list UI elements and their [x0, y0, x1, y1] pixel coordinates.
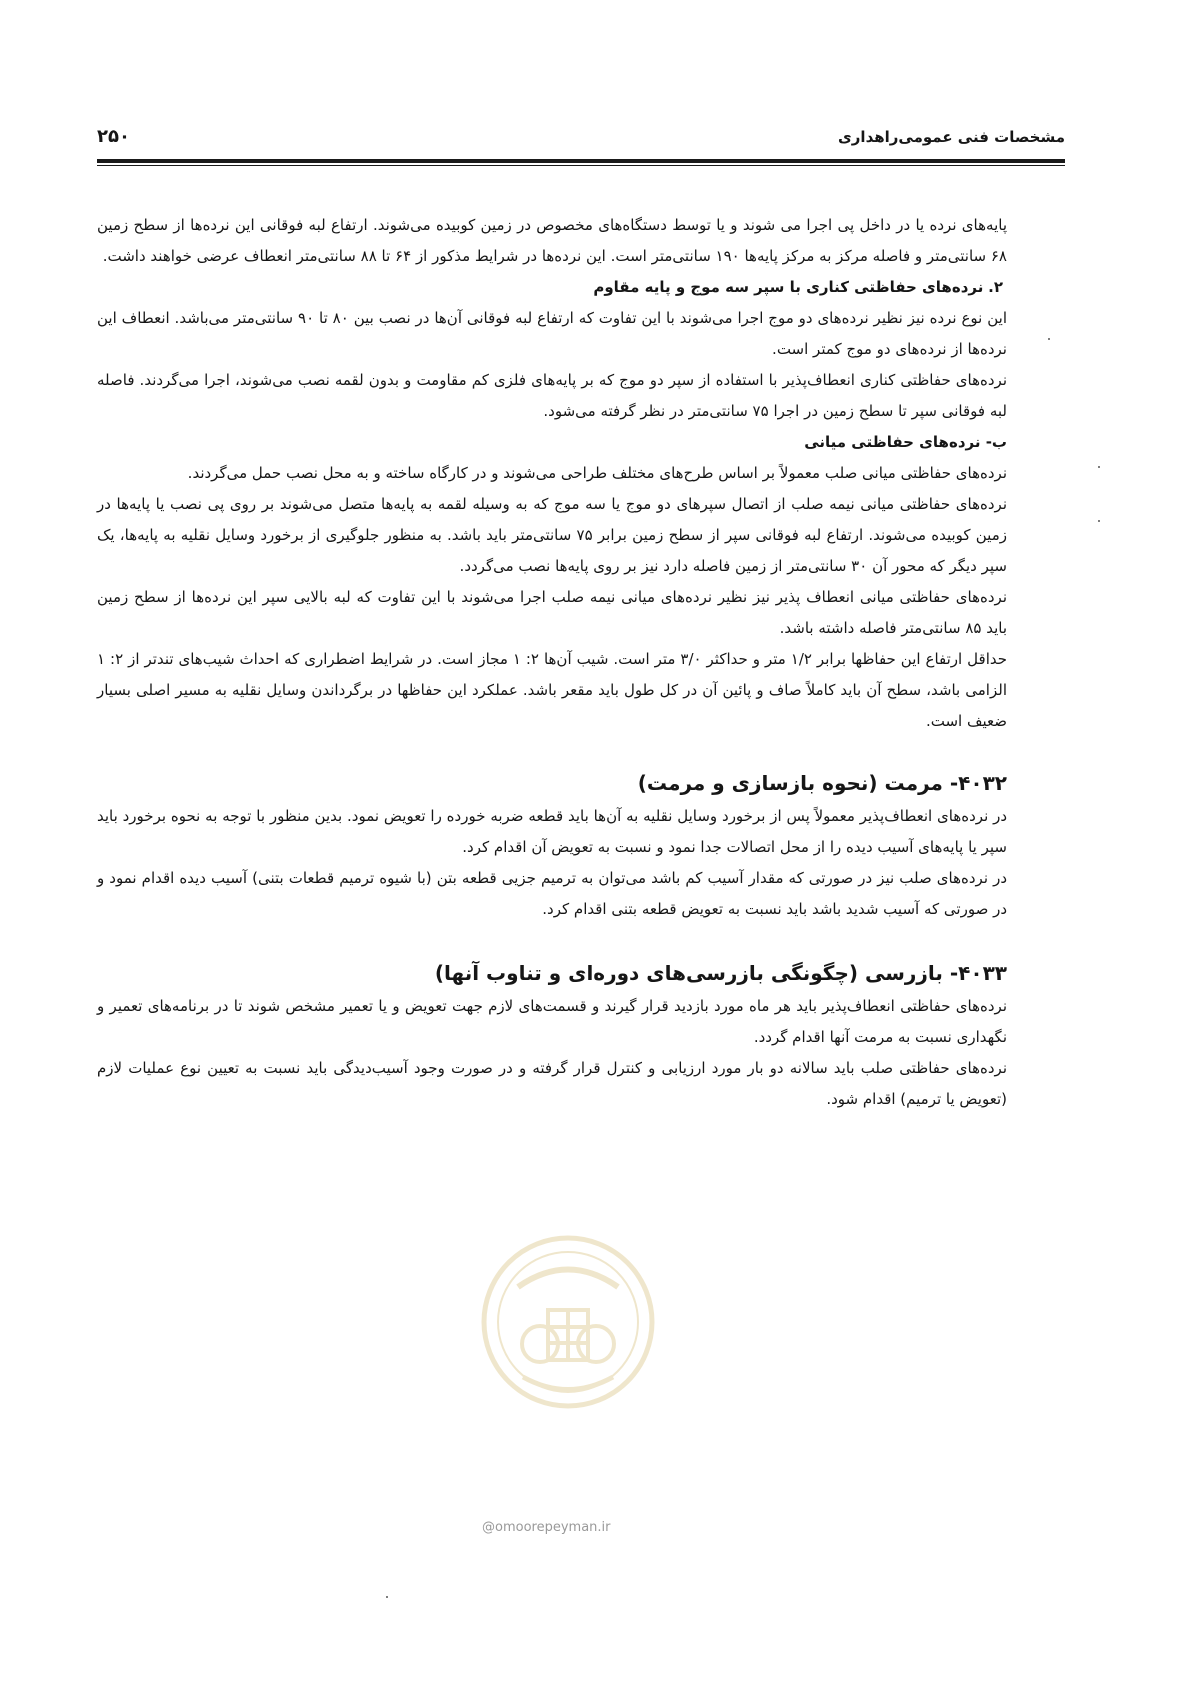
document-body: [97, 210, 1007, 1115]
seal-logo-icon: [478, 1232, 658, 1412]
paragraph: نرده‌های حفاظتی میانی نیمه صلب از اتصال سپرهای دو موج یا سه موج که به وسیله لقمه به پایه‌ها متصل می‌شوند بر روی پی نصب یا پایه‌ها در زمین کوبیده می‌شوند. ارتفاع لبه فوقانی سپر از سطح زمین برابر ۷۵ سانتی‌متر باید باشد. به منظور جلوگیری از برخورد وسایل نقلیه به پایه‌ها، یک سپر دیگر که محور آن ۳۰ سانتی‌متر از زمین فاصله دارد نیز بر روی پایه‌ها نصب می‌گردد.: [97, 495, 1007, 575]
paragraph: در نرده‌های انعطاف‌پذیر معمولاً پس از برخورد وسایل نقلیه به آن‌ها باید قطعه ضربه خورده را تعویض نمود. بدین منظور با توجه به نحوه برخورد باید سپر یا پایه‌های آسیب دیده را از محل اتصالات جدا نمود و نسبت به تعویض آن اقدام کرد.: [97, 807, 1007, 856]
scan-speck: [1098, 520, 1100, 522]
watermark-url: @omoorepeyman.ir: [482, 1520, 611, 1535]
header-rule-thin: [97, 165, 1065, 166]
scan-speck: [1098, 466, 1100, 468]
scan-speck: [1048, 338, 1050, 340]
paragraph: نرده‌های حفاظتی کناری انعطاف‌پذیر با استفاده از سپر دو موج که بر پایه‌های فلزی کم مقاومت و بدون لقمه نصب می‌شوند، اجرا می‌گردند. فاصله لبه فوقانی سپر تا سطح زمین در اجرا ۷۵ سانتی‌متر در نظر گرفته می‌شود.: [97, 371, 1007, 420]
scan-speck: [386, 1596, 388, 1598]
paragraph: نرده‌های حفاظتی میانی انعطاف پذیر نیز نظیر نرده‌های میانی نیمه صلب اجرا می‌شوند با این تفاوت که لبه بالایی سپر این نرده‌ها از سطح زمین باید ۸۵ سانتی‌متر فاصله داشته باشد.: [97, 588, 1007, 637]
heading-number: ۲.: [988, 278, 1003, 296]
paragraph: نرده‌های حفاظتی انعطاف‌پذیر باید هر ماه مورد بازدید قرار گیرند و قسمت‌های لازم جهت تعویض و یا تعمیر مشخص شوند تا در برنامه‌های تعمیر و نگهداری نسبت به مرمت آنها اقدام گردد.: [97, 997, 1007, 1046]
numbered-heading: [97, 272, 1007, 303]
running-header: [97, 128, 1065, 158]
paragraph: پایه‌های نرده یا در داخل پی اجرا می شوند و یا توسط دستگاه‌های مخصوص در زمین کوبیده می‌شوند. ارتفاع لبه فوقانی این نرده‌ها از سطح زمین ۶۸ سانتی‌متر و فاصله مرکز به مرکز پایه‌ها ۱۹۰ سانتی‌متر است. این نرده‌ها در شرایط مذکور از ۶۴ تا ۸۸ سانتی‌متر انعطاف عرضی خواهند داشت.: [97, 216, 1007, 265]
paragraph: این نوع نرده نیز نظیر نرده‌های دو موج اجرا می‌شوند با این تفاوت که ارتفاع لبه فوقانی آن‌ها در نصب بین ۸۰ تا ۹۰ سانتی‌متر می‌باشد. انعطاف این نرده‌ها از نرده‌های دو موج کمتر است.: [97, 309, 1007, 358]
paragraph: در نرده‌های صلب نیز در صورتی که مقدار آسیب کم باشد می‌توان به ترمیم جزیی قطعه بتن (با شیوه ترمیم قطعات بتنی) آسیب دیده اقدام نمود و در صورتی که آسیب شدید باشد باید نسبت به تعویض قطعه بتنی اقدام کرد.: [97, 869, 1007, 918]
paragraph: حداقل ارتفاع این حفاظها برابر ۱/۲ متر و حداکثر ۳/۰ متر است. شیب آن‌ها ۲: ۱ مجاز است. در شرایط اضطراری که احداث شیب‌های تندتر از ۲: ۱ الزامی باشد، سطح آن باید کاملاً صاف و پائین آن در کل طول باید مقعر باشد. عملکرد این حفاظها در برگرداندن وسایل نقلیه به مسیر اصلی بسیار ضعیف است.: [97, 650, 1008, 730]
section-heading: ۴۰۳۳- بازرسی (چگونگی بازرسی‌های دوره‌ای و تناوب آنها): [434, 961, 1007, 985]
paragraph: نرده‌های حفاظتی میانی صلب معمولاً بر اساس طرح‌های مختلف طراحی می‌شوند و در کارگاه ساخته و به محل نصب حمل می‌گردند.: [187, 464, 1007, 482]
paragraph: نرده‌های حفاظتی صلب باید سالانه دو بار مورد ارزیابی و کنترل قرار گرفته و در صورت وجود آسیب‌دیدگی باید نسبت به تعیین نوع عملیات لازم (تعویض یا ترمیم) اقدام شود.: [97, 1059, 1007, 1108]
header-rule-thick: [97, 159, 1065, 163]
header-title: مشخصات فنی عمومی‌راهداری: [838, 128, 1065, 146]
heading-text: نرده‌های حفاظتی کناری با سپر سه موج و پایه مقاوم: [593, 278, 984, 296]
section-heading: ۴۰۳۲- مرمت (نحوه بازسازی و مرمت): [637, 771, 1007, 795]
page-number: ۲۵۰: [97, 126, 130, 147]
subsection-heading: ب- نرده‌های حفاظتی میانی: [804, 433, 1007, 451]
